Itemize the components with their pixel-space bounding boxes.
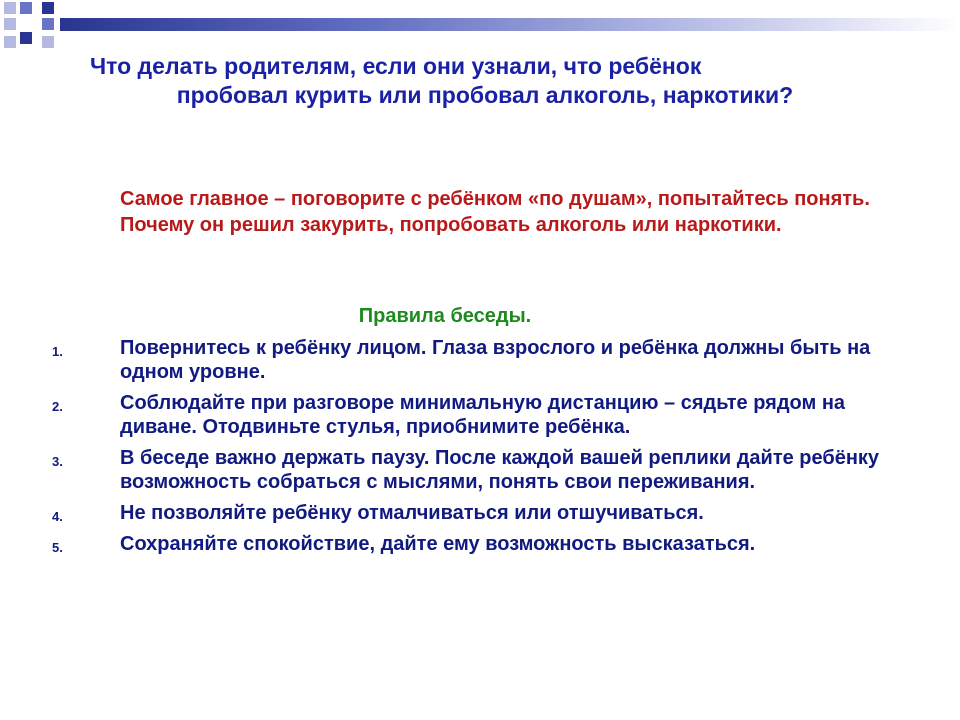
list-item (0, 336, 900, 384)
list-item-text: Соблюдайте при разговоре минимальную дистанцию – сядьте рядом на диване. Отодвиньте стулья, приобнимите ребёнка. (120, 392, 846, 438)
header-gradient-bar (60, 18, 960, 31)
list-item-number: 4. (52, 509, 63, 524)
list-item (0, 532, 900, 556)
list-item-text: В беседе важно держать паузу. После каждой вашей реплики дайте ребёнку возможность собраться с мыслями, понять свои переживания. (120, 447, 880, 493)
list-item (0, 501, 900, 525)
slide-title-line1: Что делать родителям, если они узнали, что ребёнок (90, 53, 702, 79)
slide-title-line2: пробовал курить или пробовал алкоголь, наркотики? (176, 82, 794, 108)
list-item-text: Не позволяйте ребёнку отмалчиваться или отшучиваться. (120, 502, 704, 524)
list-item-number: 5. (52, 540, 63, 555)
decor-square (20, 32, 32, 44)
decor-square (4, 2, 16, 14)
rules-heading: Правила беседы. (358, 305, 532, 327)
decor-square (4, 36, 16, 48)
decor-square (4, 18, 16, 30)
decor-square (42, 36, 54, 48)
decor-square (42, 18, 54, 30)
list-item-number: 1. (52, 344, 63, 359)
list-item-number: 2. (52, 399, 63, 414)
list-item-text: Сохраняйте спокойствие, дайте ему возможность высказаться. (120, 533, 756, 555)
decor-square (20, 2, 32, 14)
intro-paragraph: Самое главное – поговорите с ребёнком «по душам», попытайтесь понять. Почему он решил закурить, попробовать алкоголь или наркотики. (120, 188, 870, 236)
decor-square (42, 2, 54, 14)
list-item (0, 446, 900, 494)
rules-list (0, 336, 960, 563)
slide-title (90, 52, 880, 110)
list-item-text: Повернитесь к ребёнку лицом. Глаза взрослого и ребёнка должны быть на одном уровне. (120, 337, 871, 383)
list-item (0, 391, 900, 439)
list-item-number: 3. (52, 454, 63, 469)
